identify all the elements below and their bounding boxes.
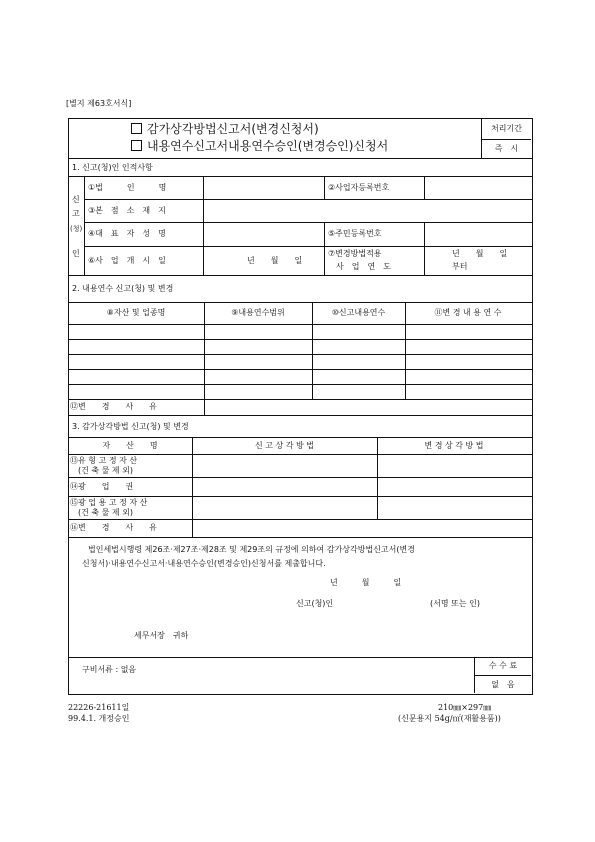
row-tangible-assets-note: (건 축 물 제 외) [78, 466, 134, 475]
column-changed-useful-life: ⑪변 경 내 용 연 수 [434, 308, 502, 317]
title-line-1: 감가상각방법신고서(변경신청서) [131, 123, 319, 135]
applied-year-label: 사 업 연 도 [336, 262, 391, 271]
title-line-2: 내용연수신고서내용연수승인(변경승인)신청서 [131, 140, 388, 152]
applied-year-value[interactable]: 년 월 일 [452, 249, 508, 258]
fee-label: 수 수 료 [488, 661, 518, 670]
start-date-label: ⑥사 업 개 시 일 [88, 256, 166, 265]
approval-date: 99.4.1. 개정승인 [68, 714, 130, 723]
applicant-label: 신고(청)인 [296, 599, 334, 608]
column-declared-useful-life: ⑩신고내용연수 [331, 308, 386, 317]
processing-period-value: 즉 시 [494, 144, 519, 153]
side-label-char: 인 [72, 249, 80, 258]
representative-name-label: ④대 표 자 성 명 [88, 229, 166, 238]
section1-heading: 1. 신고(청)인 인적사항 [72, 163, 153, 172]
paper-size: 210㎜×297㎜ [438, 703, 492, 712]
side-label-char: 고 [72, 209, 80, 218]
start-date-value[interactable]: 년 월 일 [247, 256, 303, 265]
column-changed-method: 변 경 상 각 방 법 [424, 441, 484, 450]
column-useful-life-range: ⑨내용연수범위 [231, 308, 285, 317]
column-asset-name: 자 산 명 [102, 441, 158, 450]
applied-year-from: 부터 [452, 262, 468, 271]
column-declared-method: 신 고 상 각 방 법 [254, 441, 315, 450]
corp-name-label: ①법 인 명 [88, 183, 167, 192]
row-mining-rights-label: ⑭광 업 권 [70, 482, 134, 491]
paper-type: (신문용지 54g/㎡(재활용품)) [398, 714, 501, 723]
signature-label[interactable]: (서명 또는 인) [430, 599, 480, 608]
applied-year-label: ⑦변경방법적용 [328, 249, 382, 258]
row-mining-assets-note: (건 축 물 제 외) [78, 508, 134, 517]
declaration-text: 신청서)·내용연수신고서·내용연수승인(변경승인)신청서를 제출합니다. [82, 559, 326, 568]
section3-change-reason-label: ⑯변 경 사 유 [70, 523, 157, 532]
row-tangible-assets-label: ⑬유 형 고 정 자 산 [70, 456, 138, 465]
checkbox-icon[interactable] [131, 123, 142, 134]
section2-heading: 2. 내용연수 신고(청) 및 변경 [72, 284, 174, 293]
required-documents: 구비서류 : 없음 [82, 665, 137, 674]
column-asset-industry: ⑧자산 및 업종명 [106, 308, 166, 317]
processing-period-label: 처리기간 [491, 124, 522, 133]
side-label-char: (청) [70, 225, 83, 233]
declaration-text: 법인세법시행령 제26조·제27조·제28조 및 제29조의 규정에 의하여 감가상각방법신고서(변경 [88, 545, 415, 554]
recipient-label: 세무서장 귀하 [134, 631, 189, 640]
form-code: 22226-21611일 [68, 703, 130, 712]
section3-heading: 3. 감가상각방법 신고(청) 및 변경 [72, 422, 189, 431]
resident-number-label: ⑤주민등록번호 [328, 229, 382, 238]
hq-address-label: ③본 점 소 재 지 [88, 206, 166, 215]
section2-change-reason-label: ⑫변 경 사 유 [70, 402, 157, 411]
declaration-date[interactable]: 년 월 일 [330, 578, 402, 587]
business-number-label: ②사업자등록번호 [328, 183, 390, 192]
form-number: [별지 제63호서식] [66, 99, 132, 108]
checkbox-icon[interactable] [131, 140, 142, 151]
row-mining-assets-label: ⑮광 업 용 고 정 자 산 [70, 498, 148, 507]
fee-value: 없 음 [491, 680, 515, 689]
side-label-char: 신 [72, 195, 80, 204]
